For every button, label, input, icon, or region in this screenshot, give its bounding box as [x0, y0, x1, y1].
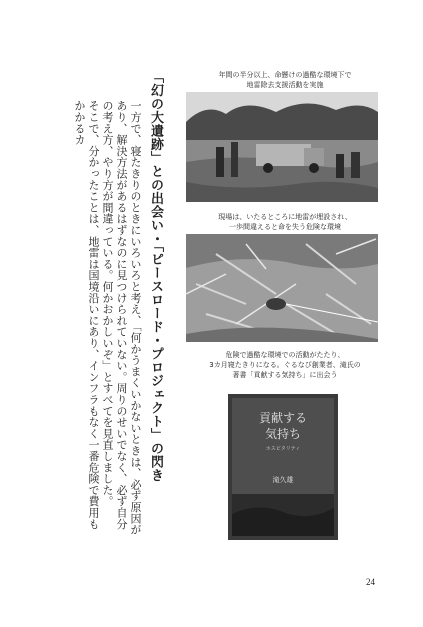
- photo2-caption-line1: 現場は、いたるところに地雷が埋設され、: [218, 213, 352, 221]
- photo2-caption-line2: 一歩間違えると命を失う危険な環境: [229, 223, 341, 231]
- book-title-line1: 貢献する: [258, 411, 308, 425]
- photo-truck-field: [186, 92, 378, 202]
- landmine-ground-image: [186, 234, 378, 342]
- section-heading: 「幻の大遺跡」との出会い・「ピースロード・プロジェクト」の閃き: [148, 70, 163, 482]
- photo1-caption: [190, 70, 380, 90]
- photo3-caption-line3: 著書「貢献する気持ち」に出会う: [232, 371, 338, 379]
- truck-field-image: [186, 92, 378, 202]
- photo2-caption: [190, 212, 380, 232]
- body-paragraph-1: 一方で、寝たきりのときにいろいろと考え、「何かうまくいかないときは、必ず原因があり、解決方法があるはずなのに見つけられていない。周りのせいでなく、必ず自分の考え方、やり方が間違っている。何かおかしいぞ」とすべてを見直しました。: [101, 100, 142, 536]
- page-number: 24: [366, 577, 375, 587]
- photo3-caption-line1: 危険で過酷な環境での活動がたたり、: [225, 351, 345, 359]
- photo3-caption: [190, 350, 380, 380]
- body-paragraph-2: そこで、分かったことは、地雷は国境沿いにあり、インフラもなく一番危険で費用もかかるカ: [73, 100, 100, 530]
- body-text: [60, 100, 142, 540]
- book-title-line2: 気持ち: [264, 427, 302, 441]
- photo3-caption-line2: 3カ月寝たきりになる。ぐるなび創業者、滝氏の: [209, 361, 361, 369]
- photo-landmine-ground: [186, 234, 378, 342]
- book-cover-image: [228, 394, 338, 540]
- photo1-caption-line1: 年間の半分以上、命懸けの過酷な環境下で: [218, 71, 352, 79]
- book-subtitle: ホスピタリティ: [265, 446, 301, 452]
- book-cover: [228, 394, 338, 540]
- book-author: 滝久雄: [272, 476, 294, 484]
- photo1-caption-line2: 地雷除去支援活動を実施: [246, 81, 324, 89]
